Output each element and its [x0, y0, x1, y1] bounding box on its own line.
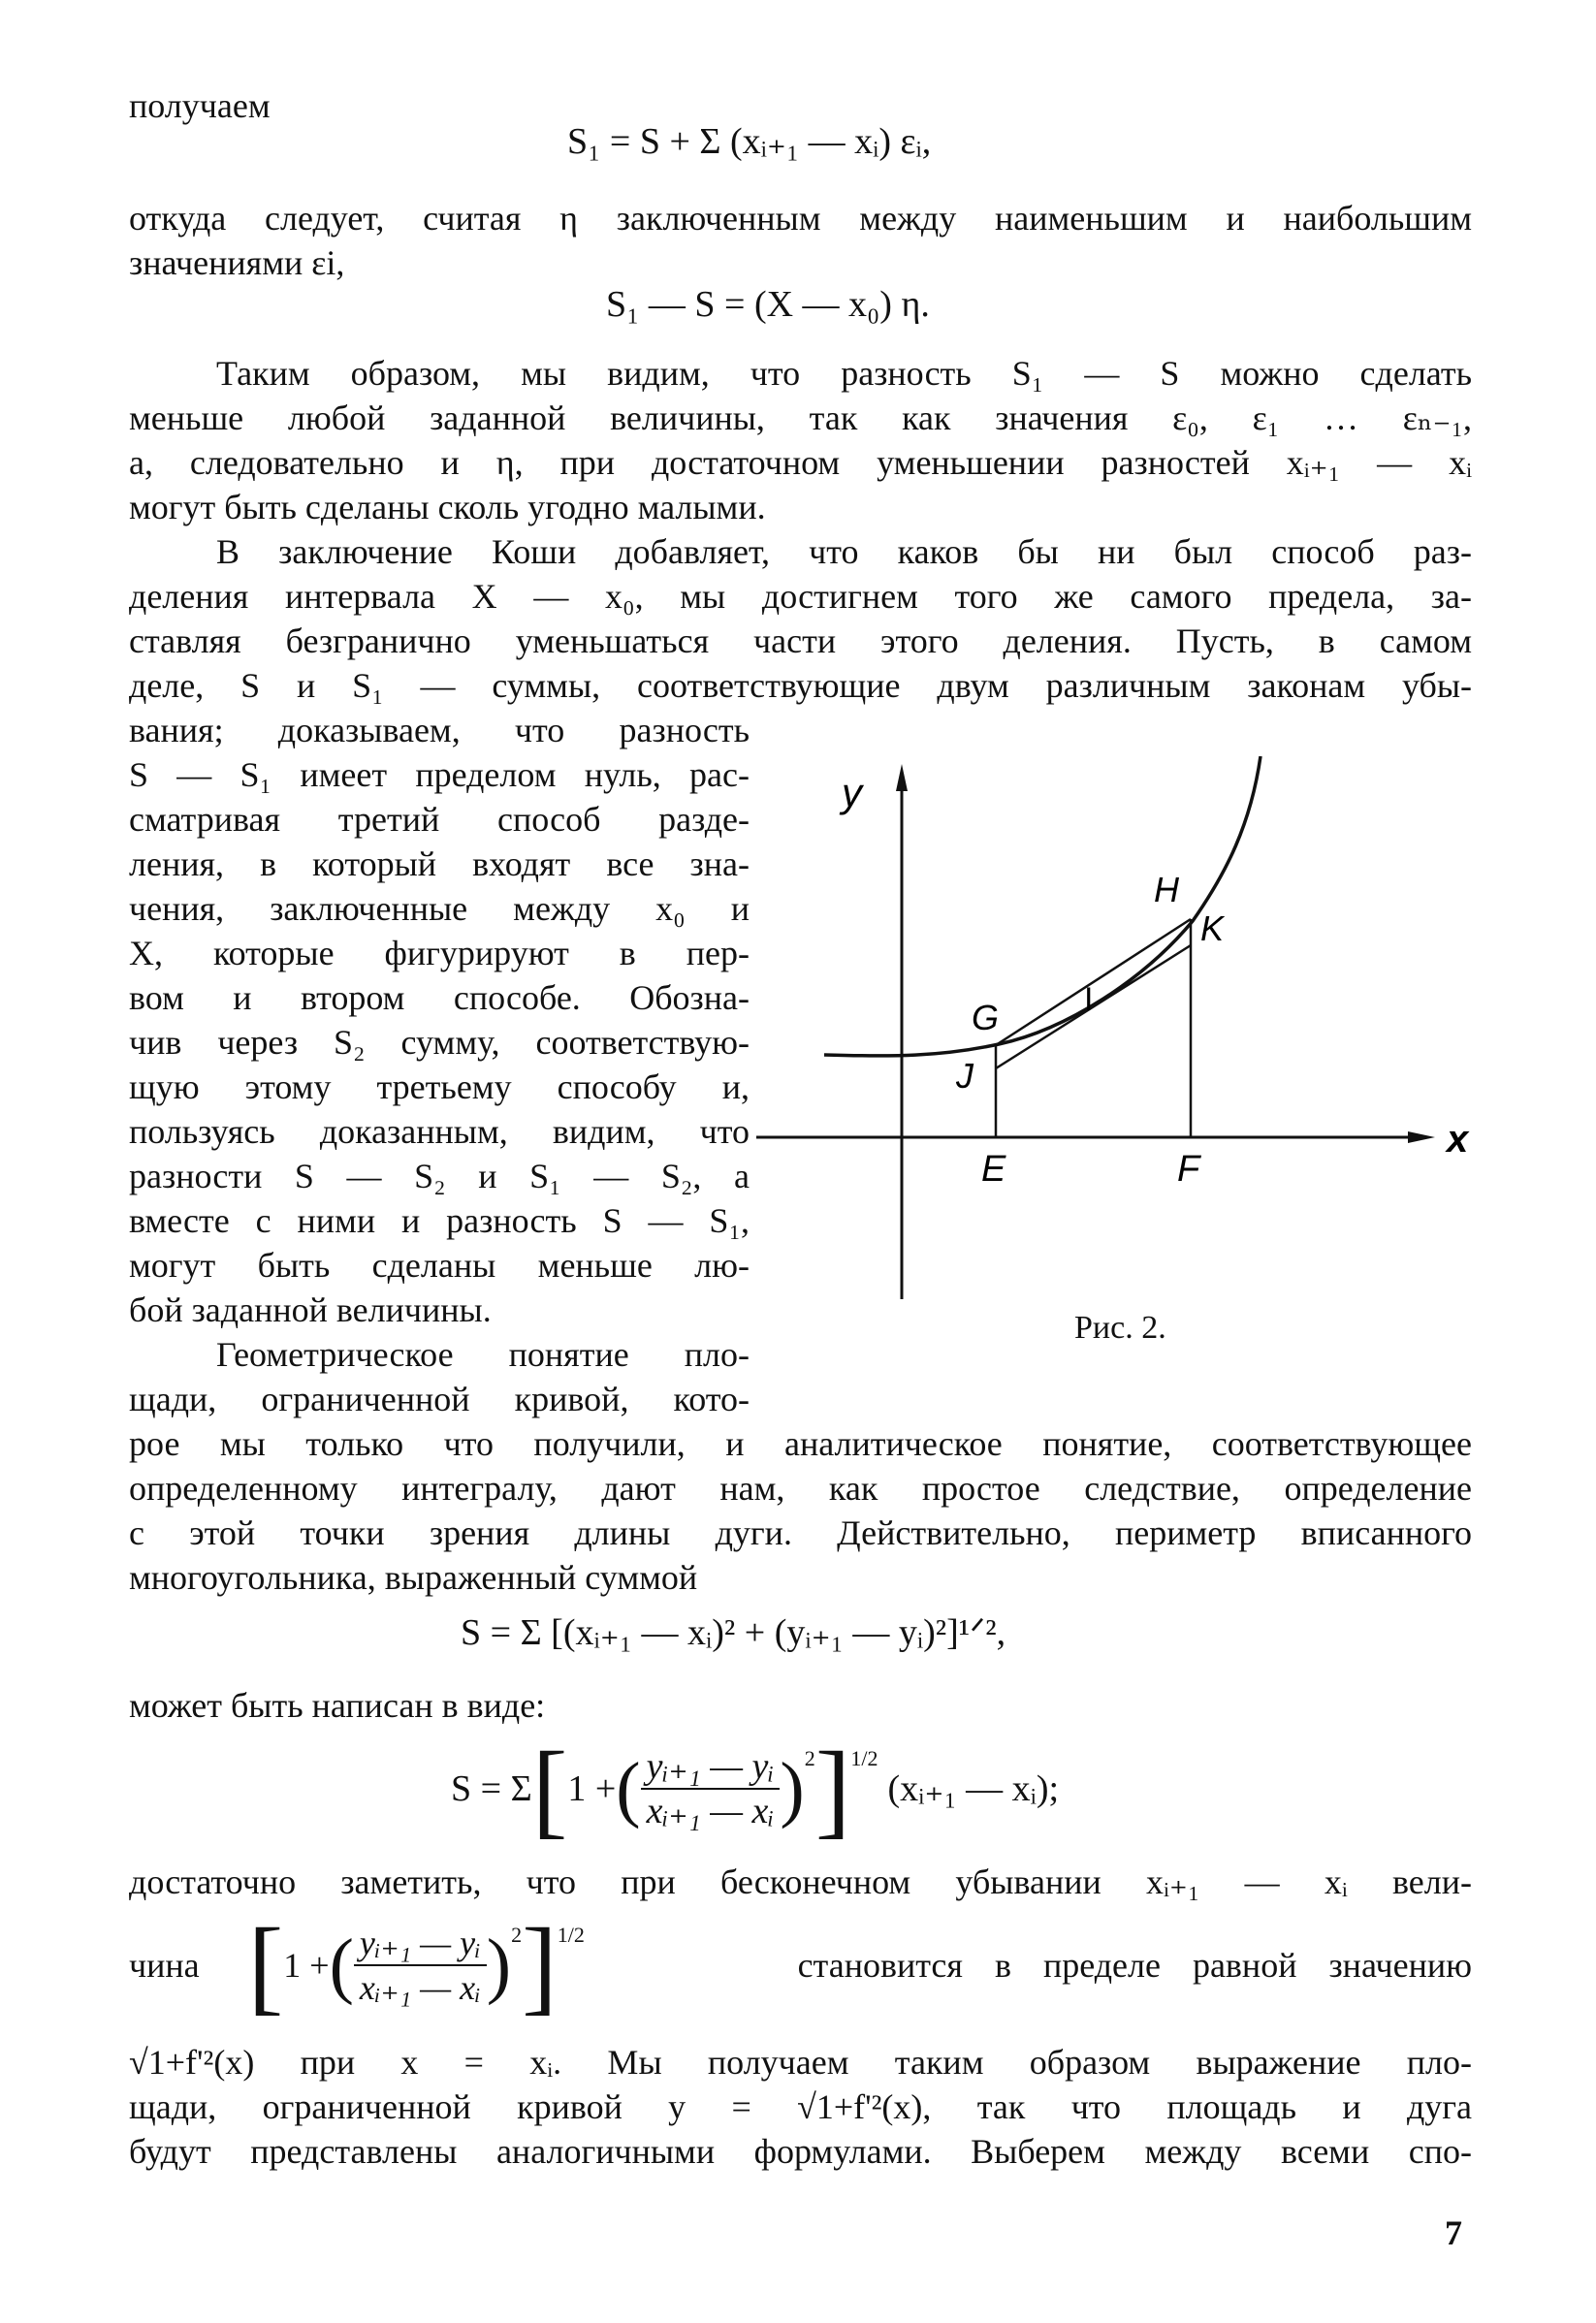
text-line: пользуясь доказанным, видим, что — [129, 1112, 750, 1151]
label-H: H — [1154, 870, 1179, 909]
left-paren: ( — [616, 1748, 641, 1830]
label-I: I — [1084, 981, 1094, 1018]
text-line: может быть написан в виде: — [129, 1686, 546, 1725]
exponent-square: 2 — [511, 1923, 523, 1947]
fraction-numerator: yᵢ₊₁ — yᵢ — [641, 1745, 781, 1790]
formula-s1-sum: S₁ = S + Σ (xᵢ₊₁ — xᵢ) εᵢ, — [567, 121, 932, 162]
formula-perimeter-sum: S = Σ [(xᵢ₊₁ — xᵢ)² + (yᵢ₊₁ — yᵢ)²]¹ᐟ², — [461, 1612, 1006, 1653]
label-J: J — [956, 1056, 974, 1096]
text-line: вания; доказываем, что разность — [129, 711, 750, 749]
text-line: с этой точки зрения длины дуги. Действительно, периметр вписанного — [129, 1513, 1472, 1552]
text-line: чения, заключенные между x₀ и — [129, 889, 750, 928]
text-line: S — S₁ имеет пределом нуль, рас- — [129, 755, 750, 794]
text-line: бой заданной величины. — [129, 1290, 492, 1329]
text-line: щади, ограниченной кривой, кото- — [129, 1380, 750, 1418]
label-F: F — [1177, 1149, 1200, 1190]
text-line: а, следовательно и η, при достаточном уменьшении разностей xᵢ₊₁ — xᵢ — [129, 443, 1472, 482]
x-axis-arrow — [1408, 1131, 1435, 1143]
text-line: чив через S₂ сумму, соответствую- — [129, 1023, 750, 1062]
figure-2 — [756, 756, 1484, 1319]
text-line: откуда следует, считая η заключенным между наименьшим и наибольшим — [129, 199, 1472, 238]
fraction-denominator: xᵢ₊₁ — xᵢ — [646, 1791, 775, 1831]
right-bracket: ] — [814, 1730, 851, 1848]
one-plus: 1 + — [567, 1768, 617, 1809]
formula-arc-sum — [451, 1730, 1060, 1848]
label-G: G — [972, 998, 1000, 1037]
text-line: деления интервала X — x₀, мы достигнем того же самого предела, за- — [129, 577, 1472, 616]
text-line: рое мы только что получили, и аналитическое понятие, соответствующее — [129, 1424, 1472, 1463]
text-line: получаем — [129, 86, 271, 125]
right-paren: ) — [486, 1925, 512, 2006]
text-line: достаточно заметить, что при бесконечном убывании xᵢ₊₁ — xᵢ вели- — [129, 1862, 1472, 1901]
left-paren: ( — [329, 1925, 354, 2006]
text-becomes: становится в пределе равной значению — [797, 1946, 1472, 1985]
text-line: ления, в который входят все зна- — [129, 844, 750, 883]
text-line: X, которые фигурируют в пер- — [129, 934, 750, 972]
text-line: сматривая третий способ разде- — [129, 800, 750, 839]
text-line: деле, S и S₁ — суммы, соответствующие двум различным законам убы- — [129, 666, 1472, 705]
y-axis-arrow — [896, 764, 908, 791]
fraction-numerator: yᵢ₊₁ — yᵢ — [354, 1922, 487, 1966]
left-bracket: [ — [247, 1906, 284, 2024]
text-line: многоугольника, выраженный суммой — [129, 1558, 698, 1597]
text-line: ставляя безгранично уменьшаться части этого деления. Пусть, в самом — [129, 621, 1472, 660]
formula-s1-minus-s: S₁ — S = (X — x₀) η. — [606, 284, 930, 325]
text-line: щади, ограниченной кривой y = √1+f'²(x), так что площадь и дуга — [129, 2087, 1472, 2126]
right-paren: ) — [780, 1748, 805, 1830]
figure-caption: Рис. 2. — [1074, 1310, 1166, 1346]
curve — [824, 756, 1261, 1056]
text-line: определенному интегралу, дают нам, как простое следствие, определение — [129, 1469, 1472, 1508]
fraction — [354, 1922, 487, 2009]
formula-limit-line — [129, 1906, 1472, 2024]
text-line: будут представлены аналогичными формулами. Выберем между всеми спо- — [129, 2132, 1472, 2171]
fraction-denominator: xᵢ₊₁ — xᵢ — [359, 1968, 481, 2007]
exponent-square: 2 — [804, 1746, 815, 1770]
text-line: √1+f'²(x) при x = xᵢ. Мы получаем таким образом выражение пло- — [129, 2043, 1472, 2082]
text-line: В заключение Коши добавляет, что каков бы ни был способ раз- — [216, 532, 1472, 571]
tangent-JK — [996, 945, 1191, 1068]
text-line: Геометрическое понятие пло- — [216, 1335, 750, 1374]
exponent-half: 1/2 — [557, 1923, 585, 1947]
page-number: 7 — [1445, 2213, 1462, 2252]
text-line: щую этому третьему способу и, — [129, 1067, 750, 1106]
formula-prefix: S = Σ — [451, 1768, 532, 1809]
label-x: x — [1447, 1118, 1469, 1161]
label-y: y — [842, 770, 862, 815]
text-line: Таким образом, мы видим, что разность S₁ — S можно сделать — [216, 354, 1472, 393]
one-plus: 1 + — [283, 1946, 330, 1985]
text-line: значениями εi, — [129, 243, 345, 282]
text-line: вместе с ними и разность S — S₁, — [129, 1201, 750, 1240]
exponent-half: 1/2 — [850, 1746, 878, 1770]
fraction — [641, 1745, 781, 1832]
right-bracket: ] — [522, 1906, 558, 2024]
text-line: разности S — S₂ и S₁ — S₂, а — [129, 1157, 750, 1195]
text-line: могут быть сделаны сколь угодно малыми. — [129, 488, 766, 526]
label-E: E — [981, 1149, 1006, 1190]
text-line: вом и втором способе. Обозна- — [129, 978, 750, 1017]
text-line: меньше любой заданной величины, так как значения ε₀, ε₁ … εₙ₋₁, — [129, 398, 1472, 437]
label-K: K — [1200, 908, 1225, 948]
formula-suffix: (xᵢ₊₁ — xᵢ); — [887, 1768, 1060, 1809]
text-line: могут быть сделаны меньше лю- — [129, 1246, 750, 1285]
chord-GH — [996, 919, 1191, 1045]
text-china: чина — [129, 1946, 200, 1985]
left-bracket: [ — [531, 1730, 568, 1848]
